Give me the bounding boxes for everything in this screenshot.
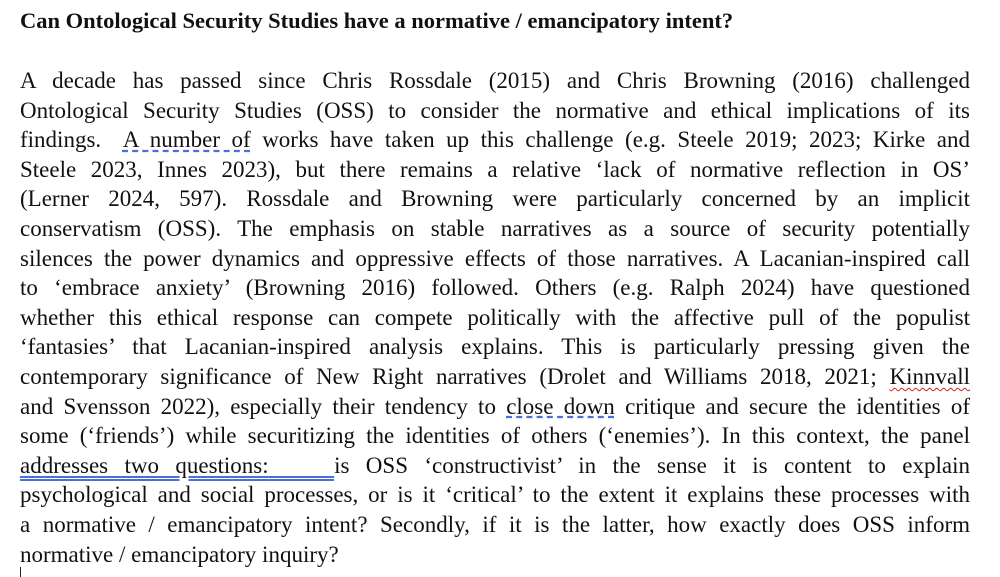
- text-run: Steele 2023, Innes 2023), but there remains a relative ‘lack of normative reflection in OS’: [20, 156, 970, 182]
- grammar-flag-space[interactable]: [269, 453, 334, 478]
- paragraph-line: [20, 96, 970, 126]
- paragraph-line: [20, 273, 970, 303]
- paragraph-line: [20, 480, 970, 510]
- text-run: contemporary significance of New Right narratives (Drolet and Williams 2018, 2021;: [20, 363, 877, 389]
- text-run: A decade has passed since Chris Rossdale (2015) and Chris Browning (2016) challenged: [20, 68, 970, 93]
- text-run: findings.: [20, 127, 102, 153]
- paragraph-line: [20, 155, 970, 185]
- paragraph-line: [20, 510, 970, 540]
- grammar-flag[interactable]: A number of: [122, 127, 251, 153]
- text-run: normative / emancipatory inquiry?: [20, 541, 339, 567]
- text-run: ‘fantasies’ that Lacanian-inspired analysis explains. This is particularly pressing given the: [20, 334, 970, 360]
- paragraph-line: [20, 332, 970, 362]
- paragraph-line: [20, 244, 970, 274]
- text-run: whether this ethical response can compete politically with the affective pull of the populist: [20, 304, 970, 330]
- text-run: silences the power dynamics and oppressive effects of those narratives. A Lacanian-inspired call: [20, 245, 970, 271]
- spelling-flag[interactable]: Kinnvall: [889, 363, 970, 389]
- paragraph-line: [20, 303, 970, 333]
- paragraph-line: [20, 362, 970, 392]
- document-body[interactable]: [20, 66, 970, 569]
- document-title: Can Ontological Security Studies have a normative / emancipatory intent?: [20, 8, 734, 33]
- text-run: to ‘embrace anxiety’ (Browning 2016) followed. Others (e.g. Ralph 2024) have questioned: [20, 275, 970, 301]
- grammar-flag[interactable]: addresses two questions:: [20, 452, 269, 478]
- text-run: a normative / emancipatory intent? Secondly, if it is the latter, how exactly does OSS inform: [20, 511, 970, 537]
- text-run: critique and secure the identities of: [625, 393, 971, 419]
- paragraph-line: [20, 392, 970, 422]
- paragraph-line: [20, 125, 970, 155]
- text-run: (Lerner 2024, 597). Rossdale and Browning were particularly concerned by an implicit: [20, 186, 970, 212]
- text-run: works have taken up this challenge (e.g. Steele 2019; 2023; Kirke and: [262, 127, 970, 153]
- paragraph-line: [20, 184, 970, 214]
- paragraph-line: [20, 451, 970, 481]
- text-run: is OSS ‘constructivist’ in the sense it is content to explain: [334, 452, 970, 478]
- text-run: Ontological Security Studies (OSS) to consider the normative and ethical implications of its: [20, 97, 970, 123]
- paragraph-line: [20, 421, 970, 451]
- text-run: and Svensson 2022), especially their tendency to: [20, 393, 496, 419]
- paragraph-line: [20, 214, 970, 244]
- text-run: psychological and social processes, or is it ‘critical’ to the extent it explains these processes with: [20, 482, 970, 508]
- paragraph-line: [20, 66, 970, 96]
- grammar-flag[interactable]: close down: [506, 393, 615, 419]
- text-run: conservatism (OSS). The emphasis on stable narratives as a source of security potentially: [20, 215, 970, 241]
- paragraph-line: [20, 540, 970, 570]
- text-run: some (‘friends’) while securitizing the identities of others (‘enemies’). In this context, the panel: [20, 423, 970, 449]
